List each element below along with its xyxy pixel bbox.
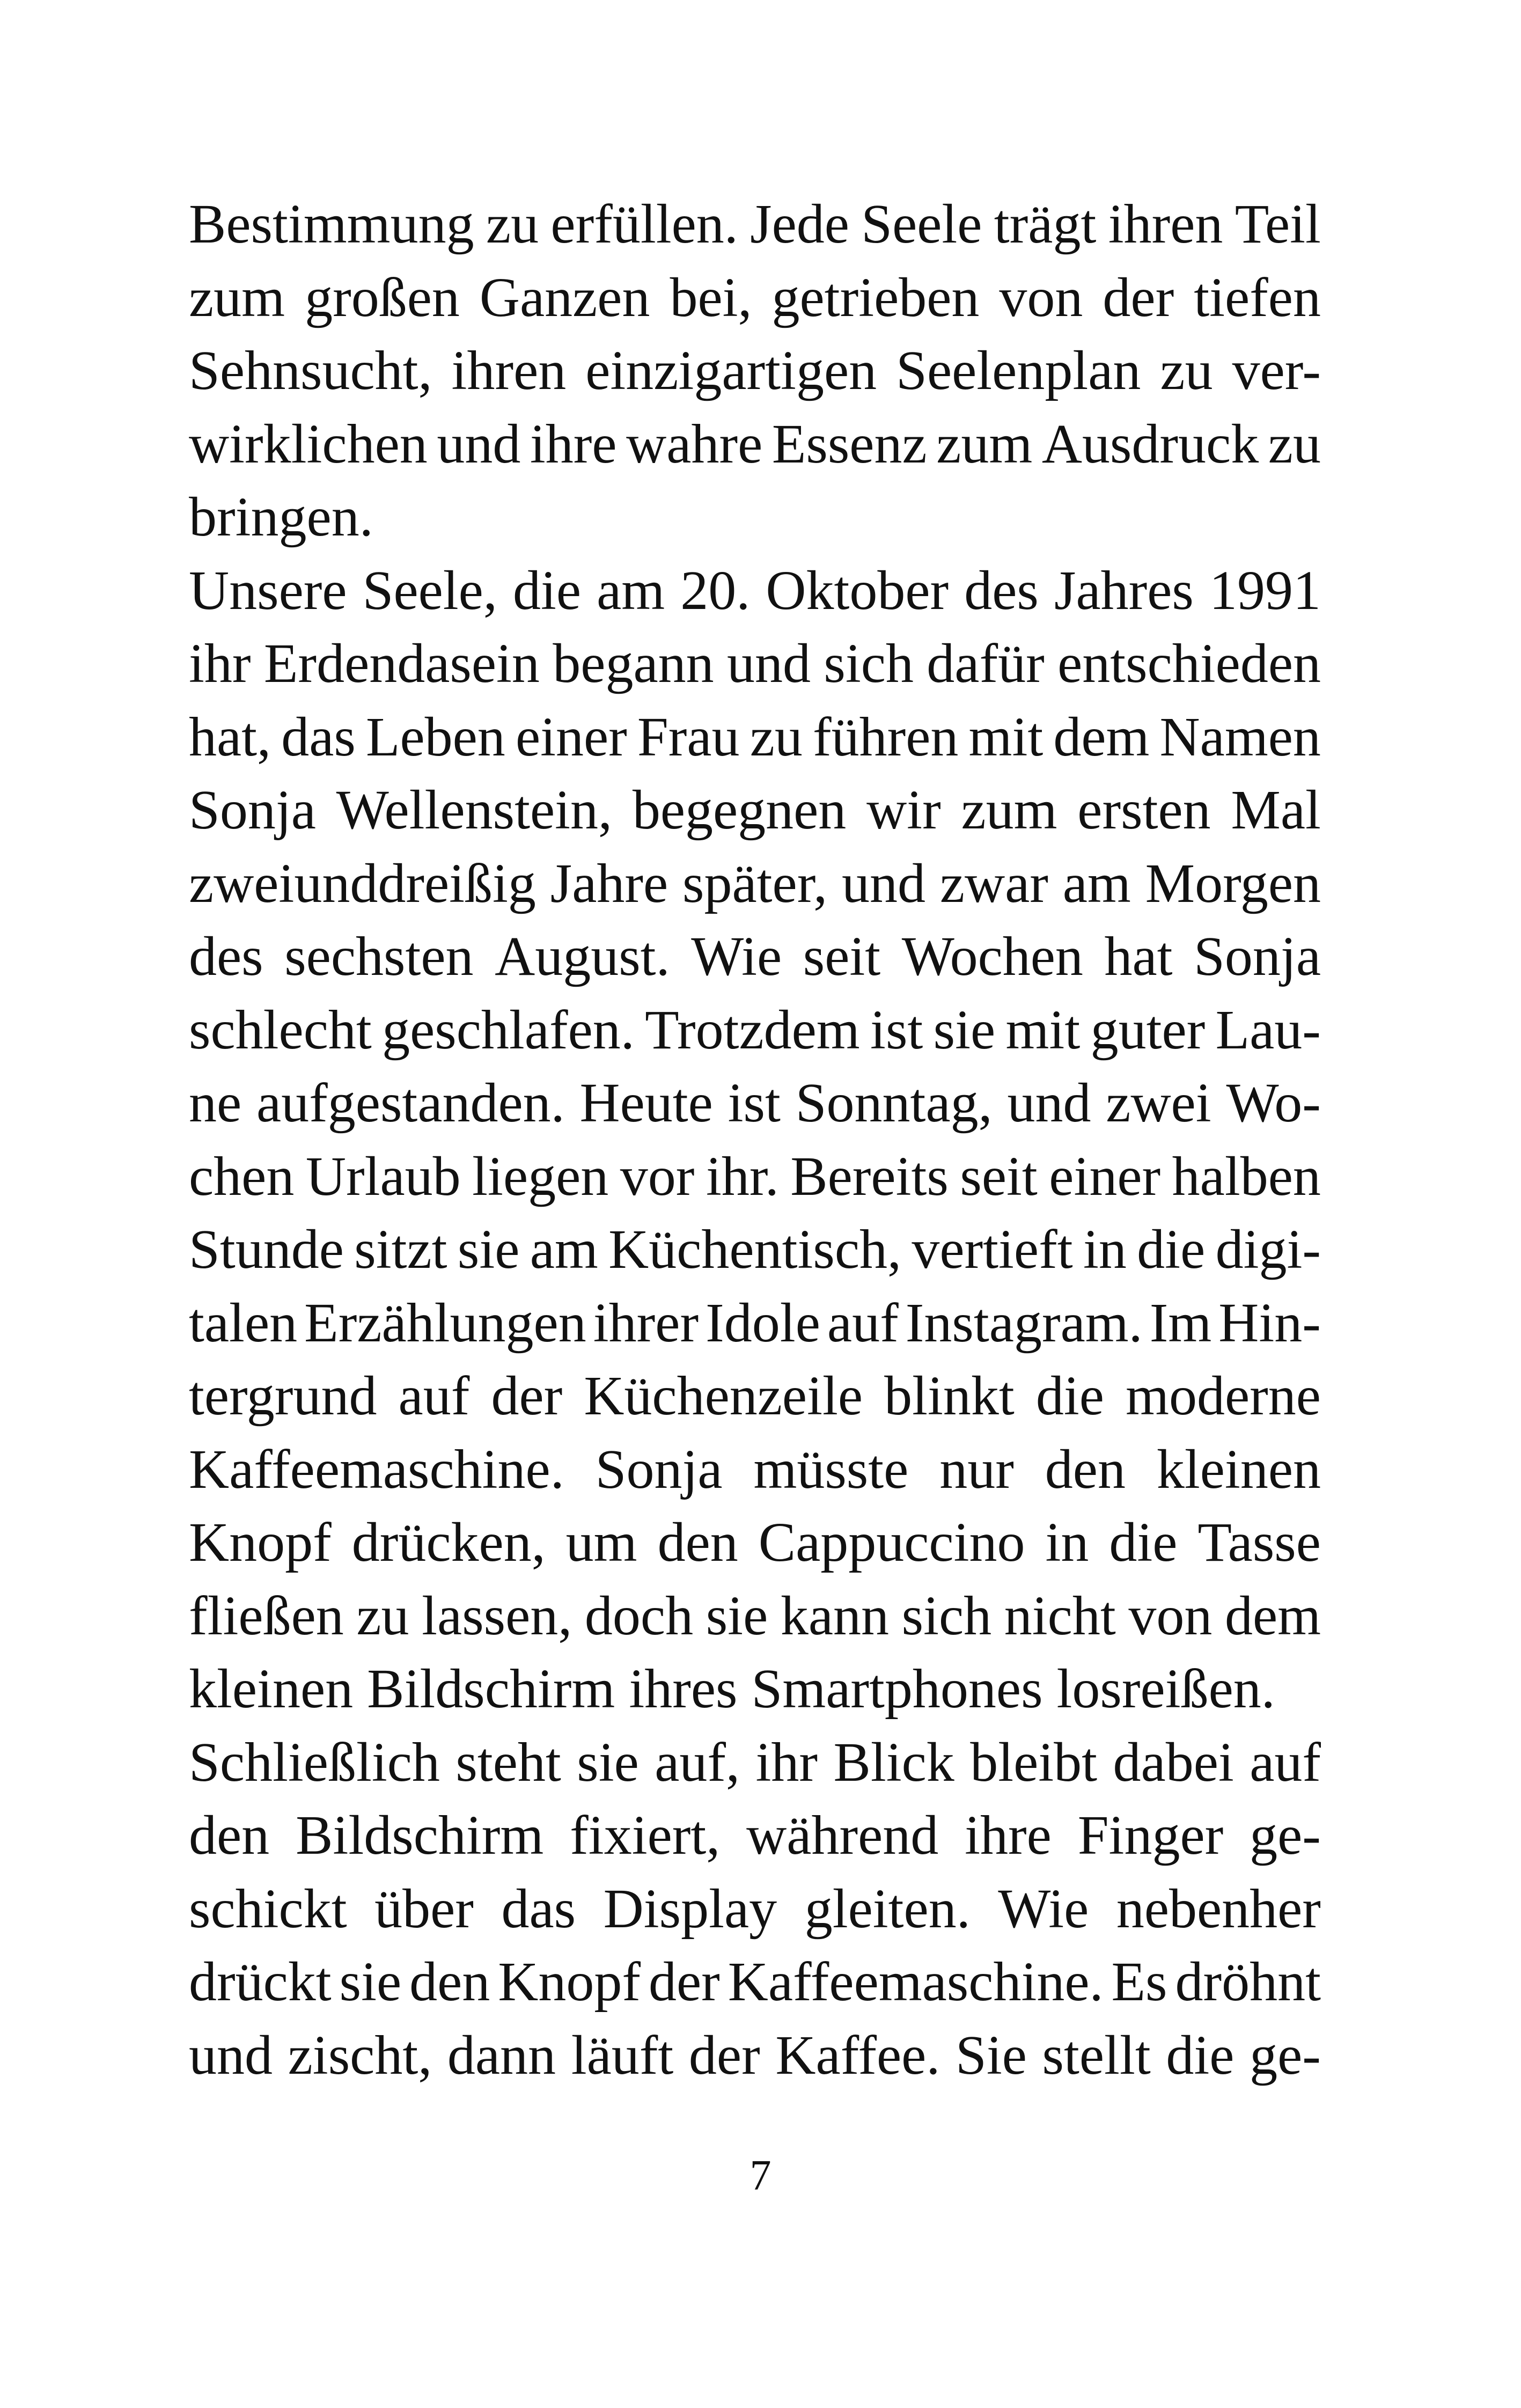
word: Sehnsucht, (189, 340, 432, 401)
word: seit (960, 1145, 1038, 1207)
word: die (512, 559, 581, 621)
word: Kaffee. (775, 2024, 940, 2086)
text-line (189, 334, 1321, 408)
word: Stunde (189, 1218, 344, 1280)
word: zweiunddreißig (189, 852, 536, 914)
word: stellt (1042, 2024, 1151, 2086)
word: digi- (1215, 1218, 1321, 1280)
word: Bestimmung (189, 193, 474, 255)
word: Teil (1235, 193, 1321, 255)
word: Bereits (790, 1145, 949, 1207)
text-line (189, 408, 1321, 481)
word: begann (553, 633, 714, 694)
word: zu (750, 706, 803, 768)
word: wirklichen (189, 413, 428, 475)
word: Wellenstein, (336, 779, 613, 841)
word: in (1083, 1218, 1127, 1280)
word: Küchentisch, (608, 1218, 901, 1280)
word: Ganzen (479, 266, 650, 328)
word: Display (603, 1877, 777, 1940)
word: zum (936, 413, 1033, 475)
word: Erzählungen (304, 1291, 586, 1354)
word: bleibt (970, 1731, 1098, 1793)
word: und (189, 2024, 273, 2086)
word: des (189, 926, 263, 987)
word: Cappuccino (758, 1511, 1025, 1573)
text-line (189, 1360, 1321, 1433)
word: moderne (1126, 1365, 1321, 1427)
word: wahre (626, 413, 763, 475)
word: mit (1005, 999, 1081, 1061)
word: von (1128, 1584, 1213, 1647)
word: auf, (655, 1731, 740, 1793)
word: auf (398, 1365, 470, 1427)
word: geschlafen. (382, 999, 635, 1061)
text-line (189, 627, 1321, 701)
text-line (189, 1946, 1321, 2019)
word: aufgestanden. (256, 1072, 565, 1134)
text-line (189, 847, 1321, 921)
word: Jede (750, 193, 849, 255)
word: begegnen (632, 779, 847, 841)
word: Essenz (771, 413, 927, 475)
word: Erdendasein (263, 633, 540, 694)
word: seit (803, 926, 881, 987)
text-line (189, 1433, 1321, 1507)
word: des (964, 559, 1039, 621)
text-line (189, 1067, 1321, 1140)
word: auf (1250, 1731, 1321, 1793)
word: vor (620, 1145, 695, 1207)
word: drückt (189, 1951, 332, 2013)
word: sich (901, 1584, 992, 1647)
word: kleinen (1156, 1438, 1321, 1500)
word: Im (1149, 1291, 1212, 1354)
word: die (1166, 2024, 1235, 2086)
word: Sie (955, 2024, 1027, 2086)
word: trägt (994, 193, 1097, 255)
word: um (565, 1511, 637, 1573)
word: ihren (451, 340, 567, 401)
word: der (688, 2024, 760, 2086)
word: den (409, 1951, 490, 2013)
word: zu (486, 193, 539, 255)
word: zwei (1106, 1072, 1211, 1134)
word: Es (1111, 1951, 1167, 2013)
word: bei, (670, 266, 752, 328)
word: Frau (637, 706, 740, 768)
text-line: kleinen Bildschirm ihres Smartphones losreißen. (189, 1658, 1275, 1720)
word: Seelenplan (896, 340, 1141, 401)
word: Unsere (189, 559, 347, 621)
word: lassen, (422, 1584, 572, 1647)
word: Lau- (1215, 999, 1321, 1061)
word: zum (961, 779, 1057, 841)
word: ihre (530, 413, 617, 475)
word: August. (495, 926, 670, 987)
word: Jahre (550, 852, 668, 914)
word: Sonja (189, 779, 316, 841)
word: Namen (1159, 706, 1321, 768)
word: hat, (189, 706, 271, 768)
word: läuft (571, 2024, 674, 2086)
word: getrieben (771, 266, 980, 328)
word: den (189, 1804, 270, 1866)
text-line (189, 261, 1321, 335)
word: Küchenzeile (584, 1365, 863, 1427)
word: fließen (189, 1584, 344, 1647)
word: ersten (1077, 779, 1211, 841)
word: die (1035, 1365, 1104, 1427)
word: auf (827, 1291, 899, 1354)
word: doch (584, 1584, 694, 1647)
word: Seele (861, 193, 982, 255)
word: das (281, 706, 356, 768)
word: Wie (998, 1877, 1089, 1940)
word: sie (706, 1584, 768, 1647)
word: blinkt (884, 1365, 1015, 1427)
word: dem (1224, 1584, 1321, 1647)
word: Jahres (1054, 559, 1194, 621)
word: die (1109, 1511, 1178, 1573)
word: Wo- (1226, 1072, 1321, 1134)
word: sie (339, 1951, 402, 2013)
word: tiefen (1194, 266, 1321, 328)
text-line (189, 1287, 1321, 1360)
word: später, (682, 852, 828, 914)
word: Wochen (901, 926, 1083, 987)
word: gleiten. (804, 1877, 971, 1940)
word: sitzt (354, 1218, 447, 1280)
word: Seele, (362, 559, 497, 621)
word: 1991 (1209, 559, 1321, 621)
word: der (491, 1365, 563, 1427)
word: einzigartigen (585, 340, 877, 401)
word: müsste (753, 1438, 909, 1500)
text-line: bringen. (189, 486, 373, 548)
word: nicht (1004, 1584, 1116, 1647)
word: entschieden (1057, 633, 1321, 694)
word: zum (189, 266, 285, 328)
word: zu (356, 1584, 409, 1647)
word: halben (1172, 1145, 1321, 1207)
word: die (1137, 1218, 1206, 1280)
word: drücken, (351, 1511, 546, 1573)
word: großen (305, 266, 460, 328)
word: Idole (706, 1291, 820, 1354)
word: dafür (927, 633, 1045, 694)
word: zu (1160, 340, 1213, 401)
word: Oktober (766, 559, 949, 621)
word: ge- (1250, 1804, 1321, 1866)
word: Knopf (189, 1511, 332, 1573)
word: Knopf (498, 1951, 641, 2013)
word: ne (189, 1072, 242, 1134)
word: zu (1268, 413, 1321, 475)
word: tergrund (189, 1365, 377, 1427)
word: am (597, 559, 665, 621)
word: Trotzdem (645, 999, 860, 1061)
text-line (189, 920, 1321, 994)
word: zwar (939, 852, 1048, 914)
word: nebenher (1116, 1877, 1321, 1940)
word: sechsten (284, 926, 474, 987)
word: sich (824, 633, 914, 694)
word: guter (1090, 999, 1206, 1061)
word: von (999, 266, 1083, 328)
word: Instagram. (905, 1291, 1143, 1354)
word: dann (447, 2024, 556, 2086)
word: liegen (472, 1145, 609, 1207)
word: der (1103, 266, 1174, 328)
word: Morgen (1145, 852, 1321, 914)
text-line (189, 1873, 1321, 1946)
word: Tasse (1197, 1511, 1321, 1573)
text-line (189, 188, 1321, 261)
word: hat (1104, 926, 1173, 987)
word: dem (1053, 706, 1150, 768)
word: dabei (1113, 1731, 1234, 1793)
word: während (746, 1804, 939, 1866)
word: und (437, 413, 521, 475)
word: Sonntag, (795, 1072, 993, 1134)
text-line (189, 1506, 1321, 1580)
word: talen (189, 1291, 298, 1354)
word: chen (189, 1145, 295, 1207)
word: Mal (1231, 779, 1321, 841)
word: ihren (1108, 193, 1223, 255)
text-line (189, 701, 1321, 774)
word: mit (968, 706, 1044, 768)
word: und (1007, 1072, 1091, 1134)
word: Blick (833, 1731, 954, 1793)
word: schlecht (189, 999, 372, 1061)
word: und (841, 852, 925, 914)
word: Sonja (1194, 926, 1321, 987)
word: ihrer (593, 1291, 699, 1354)
word: dröhnt (1175, 1951, 1321, 2013)
word: einer (1049, 1145, 1161, 1207)
word: ihr. (706, 1145, 779, 1207)
word: kann (780, 1584, 890, 1647)
word: Schließlich (189, 1731, 440, 1793)
word: schickt (189, 1877, 347, 1940)
word: den (657, 1511, 738, 1573)
word: ver- (1232, 340, 1321, 401)
word: Heute (579, 1072, 713, 1134)
word: Bildschirm (296, 1804, 544, 1866)
text-line (189, 1213, 1321, 1287)
word: vertieft (912, 1218, 1073, 1280)
text-line (189, 554, 1321, 628)
word: ge- (1250, 2024, 1321, 2086)
word: führen (812, 706, 959, 768)
text-line (189, 1140, 1321, 1214)
text-line (189, 1580, 1321, 1653)
word: nur (939, 1438, 1014, 1500)
word: das (501, 1877, 576, 1940)
word: ihr (755, 1731, 818, 1793)
word: ist (728, 1072, 781, 1134)
word: sie (933, 999, 996, 1061)
word: ihr (189, 633, 251, 694)
word: ist (870, 999, 923, 1061)
text-line (189, 774, 1321, 847)
word: Urlaub (305, 1145, 461, 1207)
page-number: 7 (750, 2152, 771, 2199)
word: sie (577, 1731, 639, 1793)
word: zischt, (288, 2024, 432, 2086)
body-text (189, 188, 1321, 2092)
word: in (1045, 1511, 1089, 1573)
text-line (189, 2019, 1321, 2093)
word: einer (515, 706, 627, 768)
word: ihre (965, 1804, 1052, 1866)
word: steht (455, 1731, 561, 1793)
text-line (189, 1799, 1321, 1873)
word: über (374, 1877, 474, 1940)
word: fixiert, (570, 1804, 721, 1866)
word: der (649, 1951, 720, 2013)
word: Leben (365, 706, 505, 768)
word: am (1062, 852, 1131, 914)
text-line (189, 994, 1321, 1067)
word: Wie (691, 926, 782, 987)
word: erfüllen. (550, 193, 738, 255)
word: sie (457, 1218, 520, 1280)
word: wir (866, 779, 941, 841)
word: 20. (680, 559, 751, 621)
word: am (530, 1218, 598, 1280)
word: Finger (1077, 1804, 1224, 1866)
word: Hin- (1218, 1291, 1321, 1354)
text-line (189, 1726, 1321, 1800)
word: Kaffeemaschine. (728, 1951, 1104, 2013)
word: Ausdruck (1041, 413, 1259, 475)
word: den (1045, 1438, 1126, 1500)
word: und (727, 633, 811, 694)
word: Sonja (595, 1438, 723, 1500)
word: Kaffeemaschine. (189, 1438, 564, 1500)
